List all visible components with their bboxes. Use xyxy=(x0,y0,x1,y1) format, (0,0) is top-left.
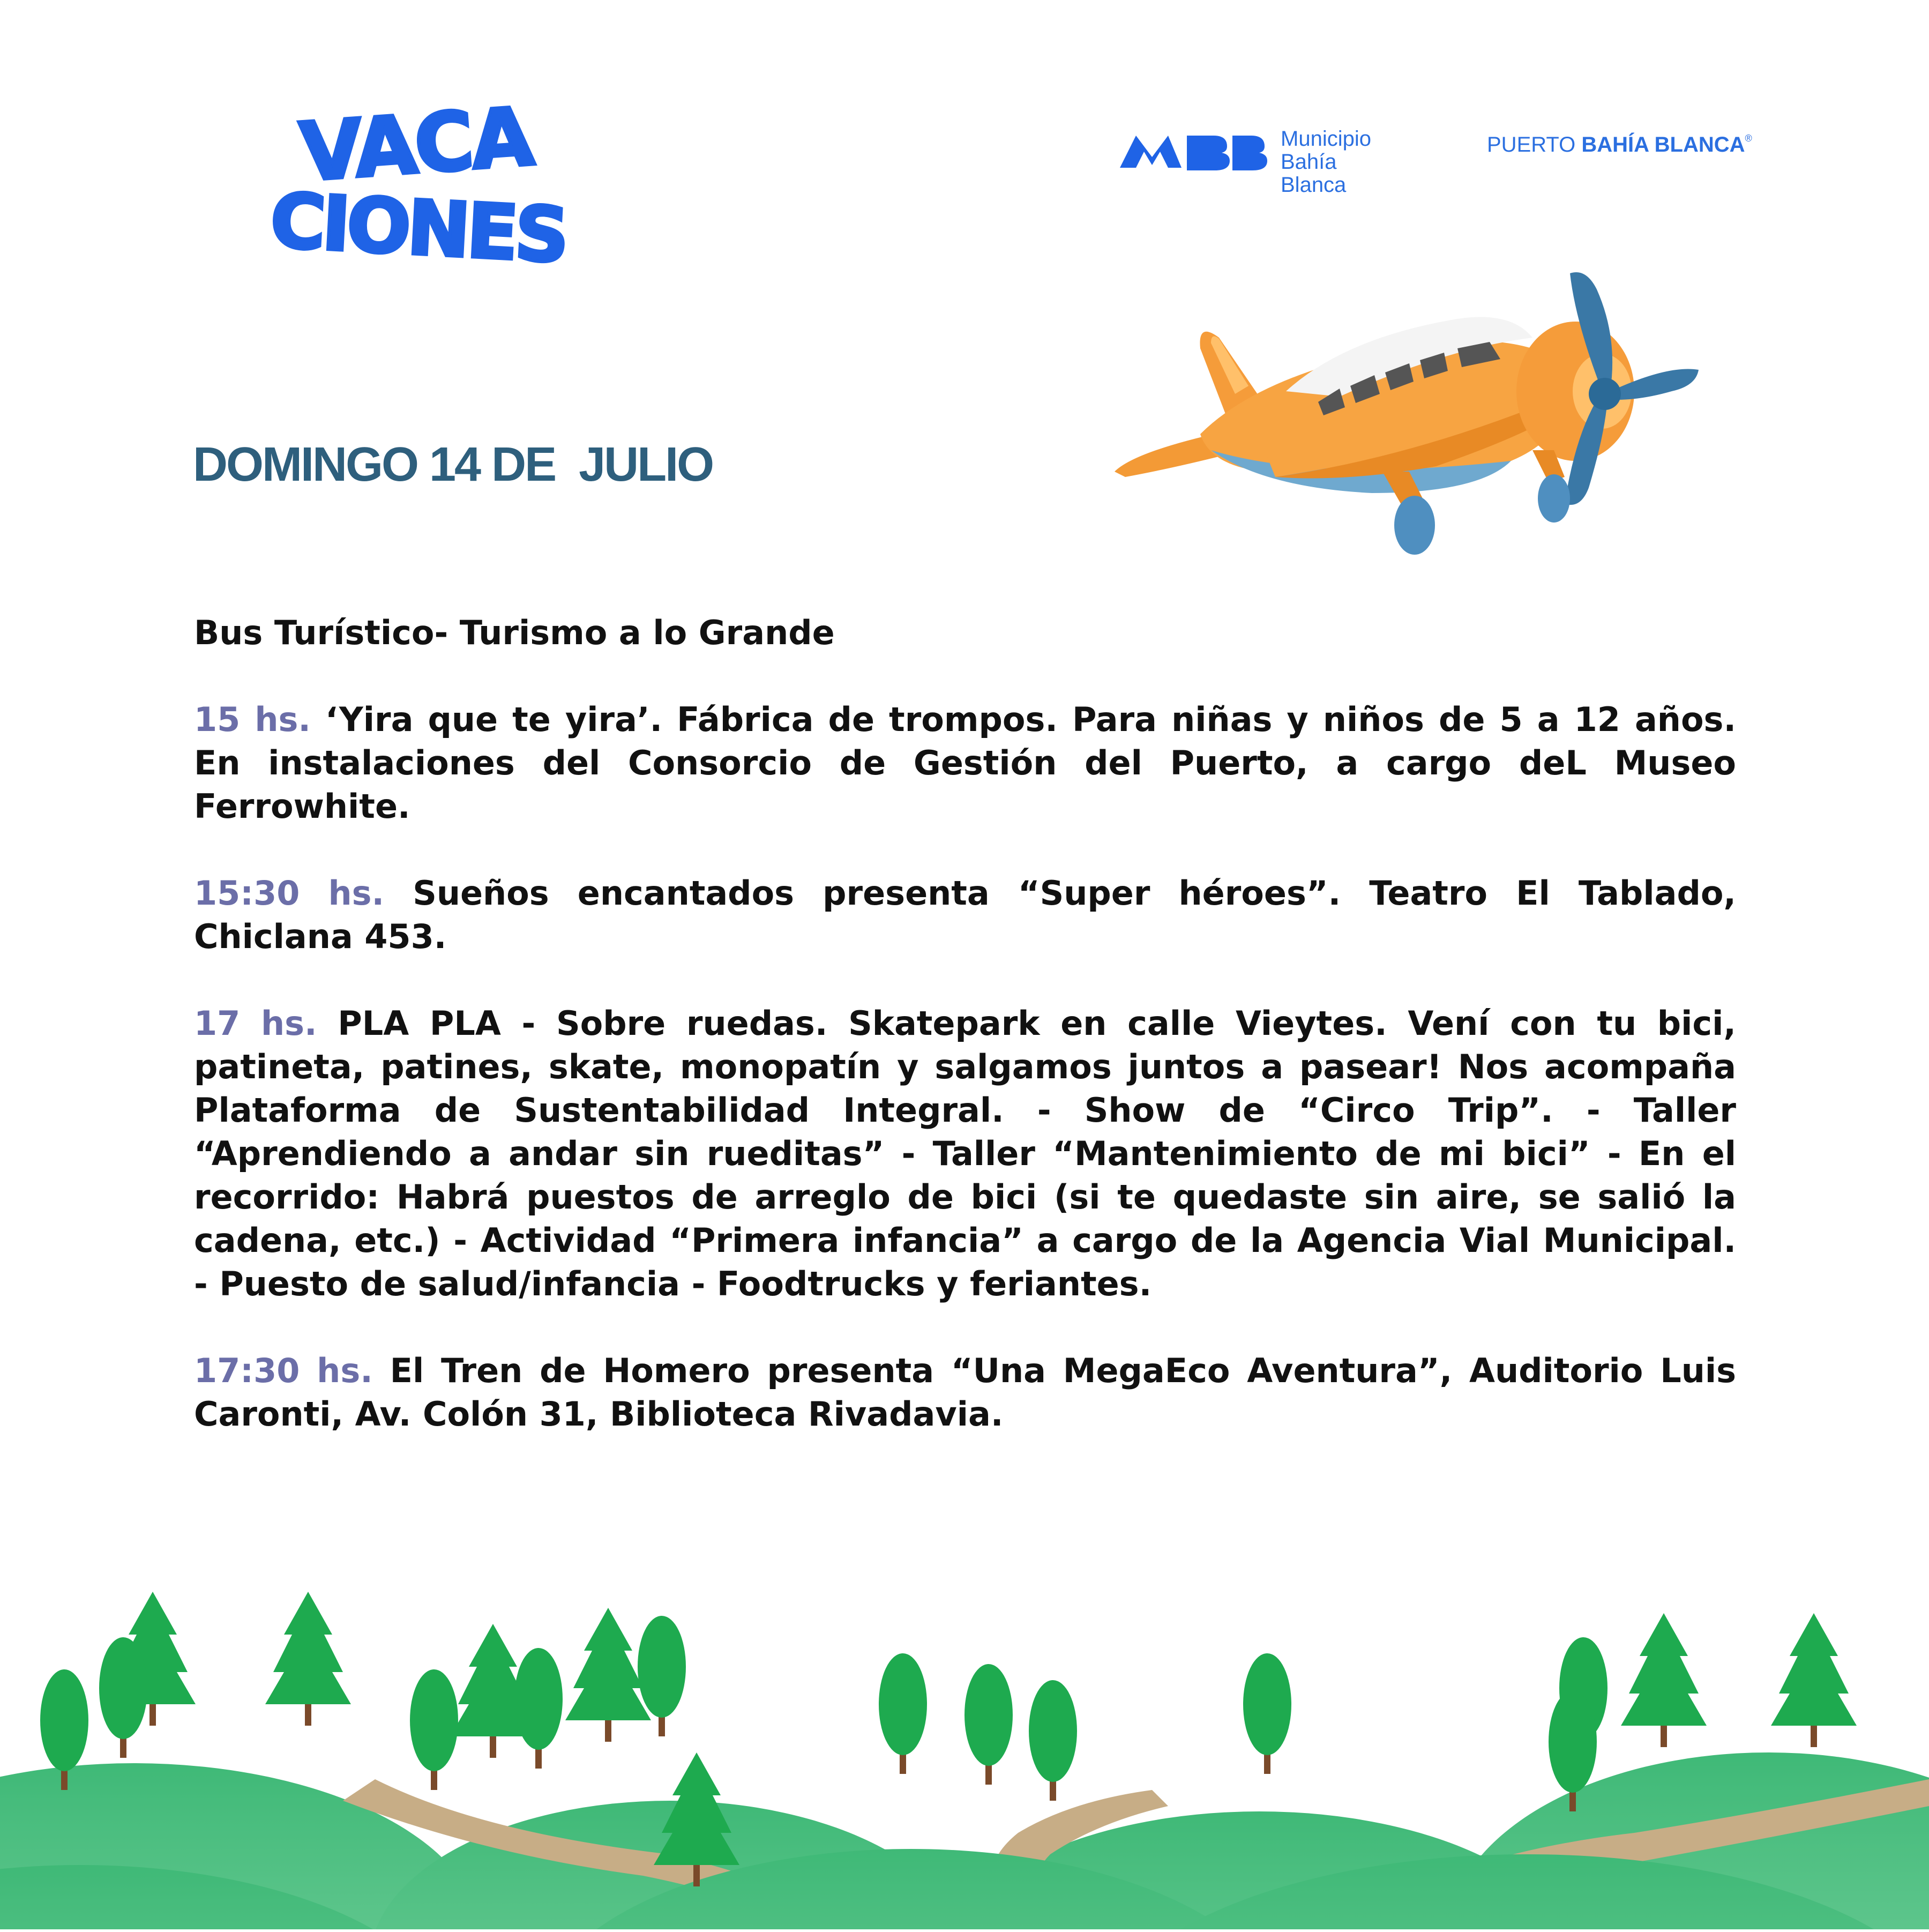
municipio-line3: Blanca xyxy=(1281,173,1347,197)
municipio-logo-icon xyxy=(1117,128,1267,176)
event-item xyxy=(194,1002,1736,1306)
hills-trees-illustration xyxy=(0,1554,1929,1929)
event-item xyxy=(194,1349,1736,1436)
puerto-name: BAHÍA BLANCA xyxy=(1581,133,1745,156)
event-text: ‘Yira que te yira’. Fábrica de trompos. Para niñas y niños de 5 a 12 años. En instalaciones del Consorcio de Gestión del Puerto, a cargo deL Museo Ferrowhite. xyxy=(194,700,1736,826)
puerto-mark: ® xyxy=(1745,133,1752,144)
puerto-prefix: PUERTO xyxy=(1487,133,1582,156)
event-text: PLA PLA - Sobre ruedas. Skatepark en calle Vieytes. Vení con tu bici, patineta, patines, skate, monopatín y salgamos juntos a pasear! Nos acompaña Plataforma de Sustentabilidad Integral. - Show de “Circo Trip”. - Taller “Aprendiendo a andar sin rueditas” - Taller “Mantenimiento de mi bici” - En el recorrido: Habrá puestos de arreglo de bici (si te quedaste sin aire, se salió la cadena, etc.) - Actividad “Primera infancia” a cargo de la Agencia Vial Municipal. - Puesto de salud/infancia - Foodtrucks y feriantes. xyxy=(194,1004,1736,1303)
event-item xyxy=(194,871,1736,958)
event-text: Sueños encantados presenta “Super héroes”. Teatro El Tablado, Chiclana 453. xyxy=(194,874,1736,956)
municipio-logo xyxy=(1117,122,1401,203)
section-heading: Bus Turístico- Turismo a lo Grande xyxy=(194,613,835,652)
puerto-bahia-blanca-logo xyxy=(1487,133,1752,157)
page-title: DOMINGO 14 DE JULIO xyxy=(193,438,713,491)
airplane-illustration xyxy=(1104,257,1699,579)
municipio-line1: Municipio xyxy=(1281,127,1371,151)
municipio-line2: Bahía xyxy=(1281,150,1337,174)
vacaciones-logo xyxy=(268,91,589,273)
event-text: El Tren de Homero presenta “Una MegaEco Aventura”, Auditorio Luis Caronti, Av. Colón 31, Biblioteca Rivadavia. xyxy=(194,1351,1736,1434)
event-time: 17 hs. xyxy=(194,1004,317,1043)
event-time: 15:30 hs. xyxy=(194,874,385,913)
event-time: 15 hs. xyxy=(194,700,311,739)
vacaciones-line2: CIONES xyxy=(268,177,569,273)
event-list xyxy=(194,611,1736,1479)
vacaciones-line1: VACA xyxy=(297,91,535,200)
event-time: 17:30 hs. xyxy=(194,1351,373,1390)
event-item xyxy=(194,698,1736,828)
